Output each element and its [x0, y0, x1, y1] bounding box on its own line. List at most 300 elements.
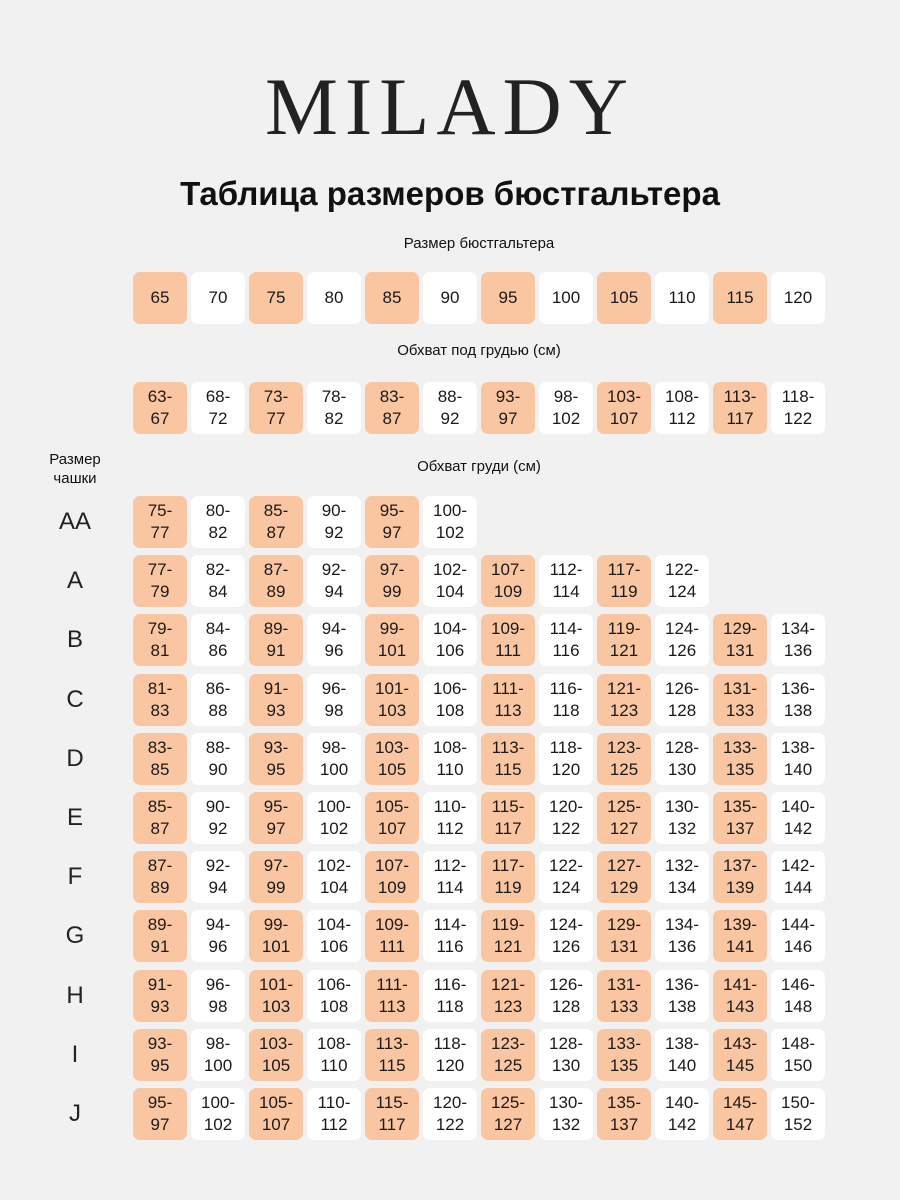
brand-logo: MILADY	[265, 61, 635, 152]
cup-row	[133, 792, 825, 844]
bust-cell-text: 129- 131	[722, 619, 758, 660]
bust-cell	[539, 1029, 593, 1081]
bra-size-cell-text: 110	[668, 288, 696, 307]
bust-cell-text: 124- 126	[664, 619, 700, 660]
underbust-cell	[307, 382, 361, 434]
cup-row	[133, 674, 825, 726]
bust-cell-text: 108- 110	[316, 1034, 352, 1075]
bust-cell-text: 94- 96	[321, 619, 347, 660]
cup-row	[133, 1088, 825, 1140]
bust-cell-text: 128- 130	[548, 1034, 584, 1075]
bust-cell	[597, 970, 651, 1022]
bust-cell	[423, 910, 477, 962]
bust-cell-text: 85- 87	[147, 797, 173, 838]
bust-cell-text: 110- 112	[433, 797, 467, 838]
bust-cell	[191, 555, 245, 607]
bust-cell	[597, 733, 651, 785]
bra-size-cell-text: 95	[498, 288, 518, 307]
bust-cell	[133, 614, 187, 666]
bust-cell	[771, 792, 825, 844]
bust-cell	[655, 851, 709, 903]
bra-size-cell	[655, 272, 709, 324]
bust-cell-text: 126- 128	[548, 975, 584, 1016]
bust-cell	[307, 1088, 361, 1140]
bust-cell	[133, 733, 187, 785]
bra-size-cell-text: 80	[324, 288, 344, 307]
bust-cell	[597, 851, 651, 903]
bust-cell-text: 118- 120	[433, 1034, 467, 1075]
bust-cell-text: 102- 104	[432, 560, 468, 601]
bust-cell	[539, 792, 593, 844]
bust-cell-text: 115- 117	[491, 797, 525, 838]
bust-cell-text: 119- 121	[491, 915, 525, 956]
bra-size-cell	[249, 272, 303, 324]
bust-cell-text: 124- 126	[548, 915, 584, 956]
bust-cell-text: 81- 83	[147, 679, 173, 720]
bust-cell	[655, 910, 709, 962]
bra-size-cell-text: 65	[150, 288, 170, 307]
bust-cell-text: 136- 138	[664, 975, 700, 1016]
cup-letter: H	[66, 982, 84, 1009]
bust-cell	[597, 614, 651, 666]
bra-size-cell	[191, 272, 245, 324]
bust-cell	[191, 1088, 245, 1140]
bust-cell-text: 136- 138	[780, 679, 816, 720]
bust-cell-text: 98- 100	[203, 1034, 233, 1075]
bra-size-label: Размер бюстгальтера	[403, 235, 555, 252]
bust-cell-text: 114- 116	[433, 915, 467, 956]
underbust-cell	[249, 382, 303, 434]
bust-cell-text: 93- 95	[263, 738, 289, 779]
bust-cell-text: 139- 141	[722, 915, 758, 956]
bust-cell-text: 89- 91	[263, 619, 289, 660]
cup-size-header-line2: чашки	[53, 470, 97, 487]
bust-cell	[423, 1029, 477, 1081]
bust-cell-text: 126- 128	[664, 679, 700, 720]
bust-cell	[481, 910, 535, 962]
bust-cell-text: 134- 136	[780, 619, 816, 660]
bust-cell-text: 132- 134	[664, 856, 700, 897]
bust-cell-text: 103- 105	[374, 738, 410, 779]
bust-cell-text: 96- 98	[205, 975, 231, 1016]
bust-cell	[365, 614, 419, 666]
bust-cell	[133, 674, 187, 726]
bust-cell	[365, 555, 419, 607]
bust-cell	[249, 496, 303, 548]
bust-cell	[365, 733, 419, 785]
bust-cell	[771, 1088, 825, 1140]
bust-cell-text: 109- 111	[490, 619, 526, 660]
bust-cell-text: 120- 122	[432, 1093, 468, 1134]
bust-cell	[423, 970, 477, 1022]
bra-size-cell-text: 115	[726, 288, 754, 307]
cup-letter: A	[66, 567, 83, 594]
underbust-cell	[191, 382, 245, 434]
bust-cell	[191, 614, 245, 666]
bust-cell	[423, 1088, 477, 1140]
bust-cell	[249, 555, 303, 607]
bust-cell-text: 94- 96	[205, 915, 231, 956]
cup-row	[133, 555, 825, 607]
bust-cell-text: 135- 137	[606, 1093, 642, 1134]
bust-cell	[307, 792, 361, 844]
bust-cell	[713, 733, 767, 785]
bust-cell	[191, 792, 245, 844]
bust-cell	[655, 1088, 709, 1140]
bust-cell-text: 116- 118	[549, 679, 583, 720]
bust-cell	[133, 1088, 187, 1140]
bra-size-cell-text: 100	[551, 288, 581, 307]
bust-cell	[655, 733, 709, 785]
bust-cell-text: 141- 143	[722, 975, 758, 1016]
bra-size-cell	[307, 272, 361, 324]
bust-cell	[771, 910, 825, 962]
bust-cell	[713, 614, 767, 666]
bust-cell	[307, 496, 361, 548]
bust-cell-text: 115- 117	[375, 1093, 409, 1134]
bust-cell	[307, 910, 361, 962]
underbust-cell-text: 68- 72	[205, 387, 231, 428]
bust-cell	[771, 970, 825, 1022]
bust-cell-text: 100- 102	[432, 501, 468, 542]
bra-size-cell	[481, 272, 535, 324]
cup-letter: E	[66, 804, 83, 831]
bust-cell	[365, 970, 419, 1022]
bust-cell	[539, 1088, 593, 1140]
bust-cell-text: 93- 95	[147, 1034, 173, 1075]
bust-cell-text: 133- 135	[722, 738, 758, 779]
bust-cell-text: 131- 133	[722, 679, 758, 720]
bust-cell-text: 131- 133	[606, 975, 642, 1016]
bust-cell	[423, 851, 477, 903]
bust-cell-text: 90- 92	[205, 797, 231, 838]
bust-cell	[481, 614, 535, 666]
bust-cell-text: 110- 112	[317, 1093, 351, 1134]
bust-cell	[423, 674, 477, 726]
bust-cell-text: 108- 110	[432, 738, 468, 779]
bust-cell-text: 123- 125	[490, 1034, 526, 1075]
bust-cell	[249, 851, 303, 903]
bust-cell-text: 85- 87	[263, 501, 289, 542]
bust-cell-text: 107- 109	[490, 560, 526, 601]
bust-cell-text: 116- 118	[433, 975, 467, 1016]
bust-cell	[713, 970, 767, 1022]
underbust-cell	[423, 382, 477, 434]
bust-cell	[481, 1029, 535, 1081]
bust-cell	[365, 674, 419, 726]
bust-cell-text: 121- 123	[606, 679, 642, 720]
cup-row	[133, 970, 825, 1022]
bust-cell	[191, 496, 245, 548]
bust-cell	[713, 910, 767, 962]
bust-cell	[771, 851, 825, 903]
underbust-cell	[597, 382, 651, 434]
bust-cell	[481, 970, 535, 1022]
bust-cell-text: 140- 142	[780, 797, 816, 838]
bust-cell-text: 142- 144	[780, 856, 816, 897]
underbust-cell	[365, 382, 419, 434]
bust-cell-text: 99- 101	[261, 915, 291, 956]
bust-cell	[133, 792, 187, 844]
bra-size-cell-text: 120	[783, 288, 813, 307]
bust-cell-text: 77- 79	[147, 560, 173, 601]
underbust-cell-text: 88- 92	[437, 387, 463, 428]
bra-size-row	[133, 272, 825, 324]
cup-size-header-line1: Размер	[49, 451, 101, 468]
bust-cell-text: 106- 108	[432, 679, 468, 720]
bust-cell	[423, 792, 477, 844]
bust-cell	[133, 910, 187, 962]
underbust-cell	[481, 382, 535, 434]
bust-cell	[713, 851, 767, 903]
bust-cell	[423, 614, 477, 666]
bra-size-cell-text: 85	[382, 288, 402, 307]
bust-cell	[249, 614, 303, 666]
bust-cell	[771, 1029, 825, 1081]
cup-letter: J	[69, 1100, 81, 1127]
bust-cell	[133, 1029, 187, 1081]
bra-size-cell	[423, 272, 477, 324]
empty-cell	[481, 496, 535, 548]
empty-cell	[771, 555, 825, 607]
bust-cell	[249, 674, 303, 726]
bra-size-cell-text: 75	[266, 288, 286, 307]
bust-cell	[365, 1088, 419, 1140]
bust-cell	[249, 792, 303, 844]
bust-cell-text: 109- 111	[374, 915, 410, 956]
bust-cell-text: 104- 106	[316, 915, 352, 956]
bust-cell-text: 96- 98	[321, 679, 347, 720]
bra-size-cell	[133, 272, 187, 324]
bust-cell-text: 105- 107	[258, 1093, 294, 1134]
bust-cell	[597, 1088, 651, 1140]
cup-size-header	[30, 450, 120, 488]
bust-cell	[539, 555, 593, 607]
bust-cell	[365, 910, 419, 962]
bust-cell-text: 113- 115	[375, 1034, 409, 1075]
bust-cell-text: 91- 93	[147, 975, 173, 1016]
bust-cell-text: 80- 82	[205, 501, 231, 542]
bust-cell	[481, 733, 535, 785]
bust-cell	[481, 1088, 535, 1140]
underbust-cell	[133, 382, 187, 434]
bust-cell	[133, 851, 187, 903]
bust-cell-text: 83- 85	[147, 738, 173, 779]
bust-cell	[307, 851, 361, 903]
bust-cell-text: 102- 104	[316, 856, 352, 897]
bust-cell-text: 87- 89	[263, 560, 289, 601]
bust-cell-text: 95- 97	[263, 797, 289, 838]
bust-cell-text: 89- 91	[147, 915, 173, 956]
bust-cell	[655, 614, 709, 666]
bust-cell	[539, 910, 593, 962]
bust-cell-text: 107- 109	[374, 856, 410, 897]
underbust-cell-text: 113- 117	[723, 387, 757, 428]
bust-cell	[249, 733, 303, 785]
bust-cell-text: 92- 94	[321, 560, 347, 601]
bust-cell-text: 97- 99	[379, 560, 405, 601]
empty-cell	[597, 496, 651, 548]
bust-cell-text: 95- 97	[379, 501, 405, 542]
underbust-cell-text: 63- 67	[147, 387, 173, 428]
underbust-cell	[655, 382, 709, 434]
bust-cell	[423, 733, 477, 785]
cup-letter: B	[66, 626, 83, 653]
bust-cell-text: 120- 122	[548, 797, 584, 838]
bust-cell-text: 125- 127	[606, 797, 642, 838]
bust-cell	[133, 555, 187, 607]
bust-cell	[539, 851, 593, 903]
bust-cell	[365, 496, 419, 548]
cup-letter: I	[71, 1041, 79, 1068]
bust-cell-text: 111- 113	[492, 679, 524, 720]
underbust-cell-text: 78- 82	[321, 387, 347, 428]
cup-row	[133, 851, 825, 903]
bust-cell-text: 86- 88	[205, 679, 231, 720]
bust-cell	[655, 970, 709, 1022]
bust-cell-text: 97- 99	[263, 856, 289, 897]
bust-cell	[655, 674, 709, 726]
bust-cell	[597, 910, 651, 962]
bust-cell-text: 138- 140	[780, 738, 816, 779]
cup-row	[133, 1029, 825, 1081]
bust-cell-text: 111- 113	[376, 975, 408, 1016]
bust-cell-text: 112- 114	[549, 560, 583, 601]
bust-cell-text: 101- 103	[374, 679, 410, 720]
bust-cell	[191, 674, 245, 726]
bust-cell	[713, 674, 767, 726]
bra-size-cell	[539, 272, 593, 324]
bust-cell-text: 90- 92	[321, 501, 347, 542]
bust-cell	[597, 1029, 651, 1081]
bust-cell	[307, 614, 361, 666]
bust-cell-text: 106- 108	[316, 975, 352, 1016]
bust-cell	[249, 1088, 303, 1140]
bust-cell	[713, 1088, 767, 1140]
bust-cell	[597, 792, 651, 844]
bust-cell-text: 145- 147	[722, 1093, 758, 1134]
underbust-cell	[539, 382, 593, 434]
bust-cell	[423, 555, 477, 607]
bust-cell-text: 87- 89	[147, 856, 173, 897]
bust-cell-text: 112- 114	[433, 856, 467, 897]
bust-cell	[539, 970, 593, 1022]
bust-cell-text: 117- 119	[607, 560, 641, 601]
bust-cell	[307, 555, 361, 607]
bust-cell-text: 144- 146	[780, 915, 816, 956]
bust-cell-text: 127- 129	[606, 856, 642, 897]
bust-cell	[191, 851, 245, 903]
bust-cell-text: 91- 93	[263, 679, 289, 720]
bust-cell	[771, 733, 825, 785]
bust-cell-text: 117- 119	[491, 856, 525, 897]
page-title: Таблица размеров бюстгальтера	[180, 175, 720, 212]
underbust-row	[133, 382, 825, 434]
bust-label: Обхват груди (см)	[417, 458, 541, 475]
bust-cell-text: 101- 103	[258, 975, 294, 1016]
bust-cell-text: 137- 139	[722, 856, 758, 897]
bust-cell	[191, 970, 245, 1022]
bust-cell-text: 95- 97	[147, 1093, 173, 1134]
bust-cell-text: 130- 132	[548, 1093, 584, 1134]
bust-cell-text: 118- 120	[549, 738, 583, 779]
bust-cell	[481, 792, 535, 844]
bust-cell-text: 129- 131	[606, 915, 642, 956]
bust-cell-text: 130- 132	[664, 797, 700, 838]
bust-cell	[655, 1029, 709, 1081]
bust-cell-text: 100- 102	[316, 797, 352, 838]
bust-cell-text: 121- 123	[490, 975, 526, 1016]
bust-cell	[771, 674, 825, 726]
bra-size-cell-text: 70	[208, 288, 228, 307]
bust-cell-text: 133- 135	[606, 1034, 642, 1075]
bust-cell-text: 135- 137	[722, 797, 758, 838]
underbust-cell-text: 118- 122	[781, 387, 815, 428]
bust-cell	[539, 733, 593, 785]
bust-cell	[365, 851, 419, 903]
bust-cell	[655, 555, 709, 607]
bust-cell-text: 84- 86	[205, 619, 231, 660]
bust-cell	[539, 674, 593, 726]
underbust-cell-text: 83- 87	[379, 387, 405, 428]
bust-cell	[771, 614, 825, 666]
bust-cell	[481, 555, 535, 607]
bust-cell-text: 113- 115	[491, 738, 525, 779]
bust-cell	[423, 496, 477, 548]
bust-cell-text: 88- 90	[205, 738, 231, 779]
bust-cell	[307, 1029, 361, 1081]
bust-cell	[307, 970, 361, 1022]
bust-cell	[191, 1029, 245, 1081]
bust-cell-text: 104- 106	[432, 619, 468, 660]
bust-cell-text: 148- 150	[780, 1034, 816, 1075]
bust-cell	[133, 970, 187, 1022]
bust-cell	[133, 496, 187, 548]
underbust-cell	[713, 382, 767, 434]
bust-cell-text: 134- 136	[664, 915, 700, 956]
cup-row	[133, 496, 825, 548]
bust-cell	[655, 792, 709, 844]
empty-cell	[771, 496, 825, 548]
bust-cell-text: 100- 102	[200, 1093, 236, 1134]
bust-cell	[249, 1029, 303, 1081]
bust-cell	[191, 910, 245, 962]
bra-size-cell-text: 90	[440, 288, 460, 307]
bust-cell	[191, 733, 245, 785]
bust-cell-text: 98- 100	[319, 738, 349, 779]
cup-row	[133, 614, 825, 666]
bust-cell-text: 143- 145	[722, 1034, 758, 1075]
bust-cell-text: 92- 94	[205, 856, 231, 897]
bust-cell	[481, 851, 535, 903]
bust-cell	[365, 792, 419, 844]
empty-cell	[655, 496, 709, 548]
bust-cell-text: 125- 127	[490, 1093, 526, 1134]
bust-cell-text: 123- 125	[606, 738, 642, 779]
empty-cell	[713, 496, 767, 548]
cup-letter: AA	[58, 508, 91, 535]
underbust-cell-text: 103- 107	[606, 387, 642, 428]
underbust-cell-text: 73- 77	[263, 387, 289, 428]
bust-cell-text: 103- 105	[258, 1034, 294, 1075]
bust-cell	[307, 674, 361, 726]
bust-cell-text: 128- 130	[664, 738, 700, 779]
bust-cell-text: 75- 77	[147, 501, 173, 542]
bust-cell-text: 114- 116	[549, 619, 583, 660]
bust-cell-text: 150- 152	[780, 1093, 816, 1134]
bust-cell-text: 119- 121	[607, 619, 641, 660]
underbust-cell	[771, 382, 825, 434]
